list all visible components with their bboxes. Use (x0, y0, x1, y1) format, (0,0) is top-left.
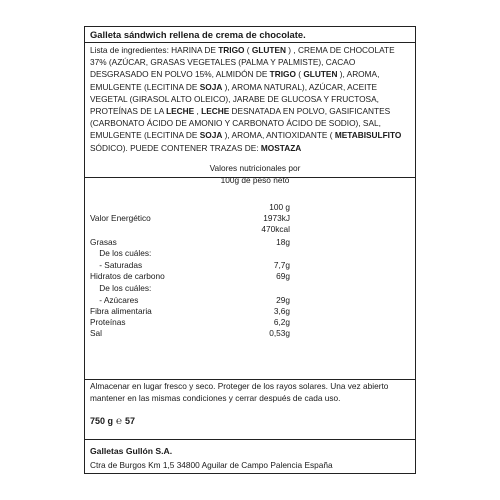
nutrition-row (90, 260, 290, 271)
ingredient-text: ) , CREMA DE CHOCOLATE 37% (AZÚCAR, GRASAS VEGETALES (PALMA Y PALMISTE), CACAO DESGRASADO EN POLVO 15%, ALMIDÓN DE (90, 45, 395, 80)
allergen-text: GLUTEN (303, 69, 338, 80)
ingredient-text: ), AROMA, EMULGENTE (LECITINA DE (90, 69, 380, 92)
nutrient-name: Valor Energético (90, 213, 151, 223)
product-title: Galleta sándwich rellena de crema de chocolate. (90, 29, 306, 40)
ingredient-text: ), AROMA NATURAL), AZÚCAR, ACEITE VEGETAL (GIRASOL ALTO OLEICO), JARABE DE GLUCOSA Y FRUCTOSA, PROTEÍNAS DE LA (90, 81, 379, 117)
allergen-text: SOJA (199, 130, 223, 141)
nutrition-header-line2: 100g de peso neto (220, 175, 290, 185)
company-address: Ctra de Burgos Km 1,5 34800 Aguilar de Campo Palencia España (90, 460, 333, 470)
nutrition-row (90, 328, 290, 339)
allergen-text: MOSTAZA (260, 142, 302, 153)
nutrient-name: Grasas (90, 237, 117, 247)
company-name: Galletas Gullón S.A. (90, 446, 173, 456)
nutrition-row (90, 224, 290, 235)
ingredient-text: Lista de ingredientes: HARINA DE (90, 45, 219, 55)
nutrient-value: 3,6g (273, 306, 290, 316)
nutrient-name: Sal (90, 328, 102, 338)
nutrient-name: Fibra alimentaria (90, 306, 152, 316)
nutrition-label (84, 26, 416, 474)
nutrient-value: 6,2g (273, 317, 290, 327)
allergen-text: LECHE (201, 106, 230, 117)
net-weight (90, 416, 135, 427)
nutrient-value: 100 g (269, 202, 290, 212)
nutrition-row (90, 248, 290, 259)
estimated-sign-icon: ℮ (116, 416, 123, 427)
nutrient-value: 69g (276, 271, 290, 281)
nutrient-value: 7,7g (273, 260, 290, 270)
net-weight-value: 750 g (90, 416, 114, 426)
allergen-text: LECHE (166, 106, 195, 117)
divider (85, 439, 415, 440)
nutrition-header-line1: Valores nutricionales por (209, 163, 301, 173)
nutrition-row (90, 237, 290, 248)
allergen-text: TRIGO (269, 69, 296, 80)
ingredient-text: , (194, 106, 202, 117)
nutrient-name: De los cuáles: (90, 283, 152, 293)
nutrient-value: 29g (276, 295, 290, 305)
nutrition-row (90, 271, 290, 282)
batch-code: 57 (125, 416, 136, 426)
nutrition-row (90, 213, 290, 224)
nutrient-value: 18g (276, 237, 290, 247)
nutrient-name: De los cuáles: (90, 248, 152, 258)
nutrition-row (90, 317, 290, 328)
ingredient-text: ( (244, 45, 252, 55)
nutrition-row (90, 283, 290, 294)
allergen-text: GLUTEN (251, 45, 286, 55)
nutrition-row (90, 306, 290, 317)
nutrient-name: - Azúcares (90, 295, 139, 305)
nutrient-name: - Saturadas (90, 260, 143, 270)
nutrition-row (90, 295, 290, 306)
ingredient-text: DESNATADA EN POLVO, GASIFICANTES (CARBONATO ÁCIDO DE AMONIO Y CARBONATO ÁCIDO DE SODIO), SAL, EMULGENTE (LECITINA DE (90, 106, 391, 141)
ingredient-text: SÓDICO). PUEDE CONTENER TRAZAS DE: (90, 142, 261, 153)
nutrition-row (90, 202, 290, 213)
allergen-text: METABISULFITO (334, 130, 402, 141)
ingredient-text: ( (295, 69, 304, 80)
nutrient-name: Hidratos de carbono (90, 271, 165, 281)
allergen-text: TRIGO (218, 45, 245, 55)
divider (85, 42, 415, 43)
ingredient-text: ), AROMA, ANTIOXIDANTE ( (222, 130, 335, 141)
nutrient-value: 0,53g (269, 328, 290, 338)
nutrient-value: 470kcal (261, 224, 290, 234)
storage-instructions: Almacenar en lugar fresco y seco. Proteger de los rayos solares. Una vez abierto mantener en las mismas condiciones y cerrar después de cada uso. (90, 381, 389, 404)
ingredients-list (90, 44, 412, 154)
nutrient-value: 1973kJ (263, 213, 290, 223)
allergen-text: SOJA (199, 81, 223, 92)
nutrient-name: Proteínas (90, 317, 126, 327)
nutrition-header (195, 162, 315, 186)
